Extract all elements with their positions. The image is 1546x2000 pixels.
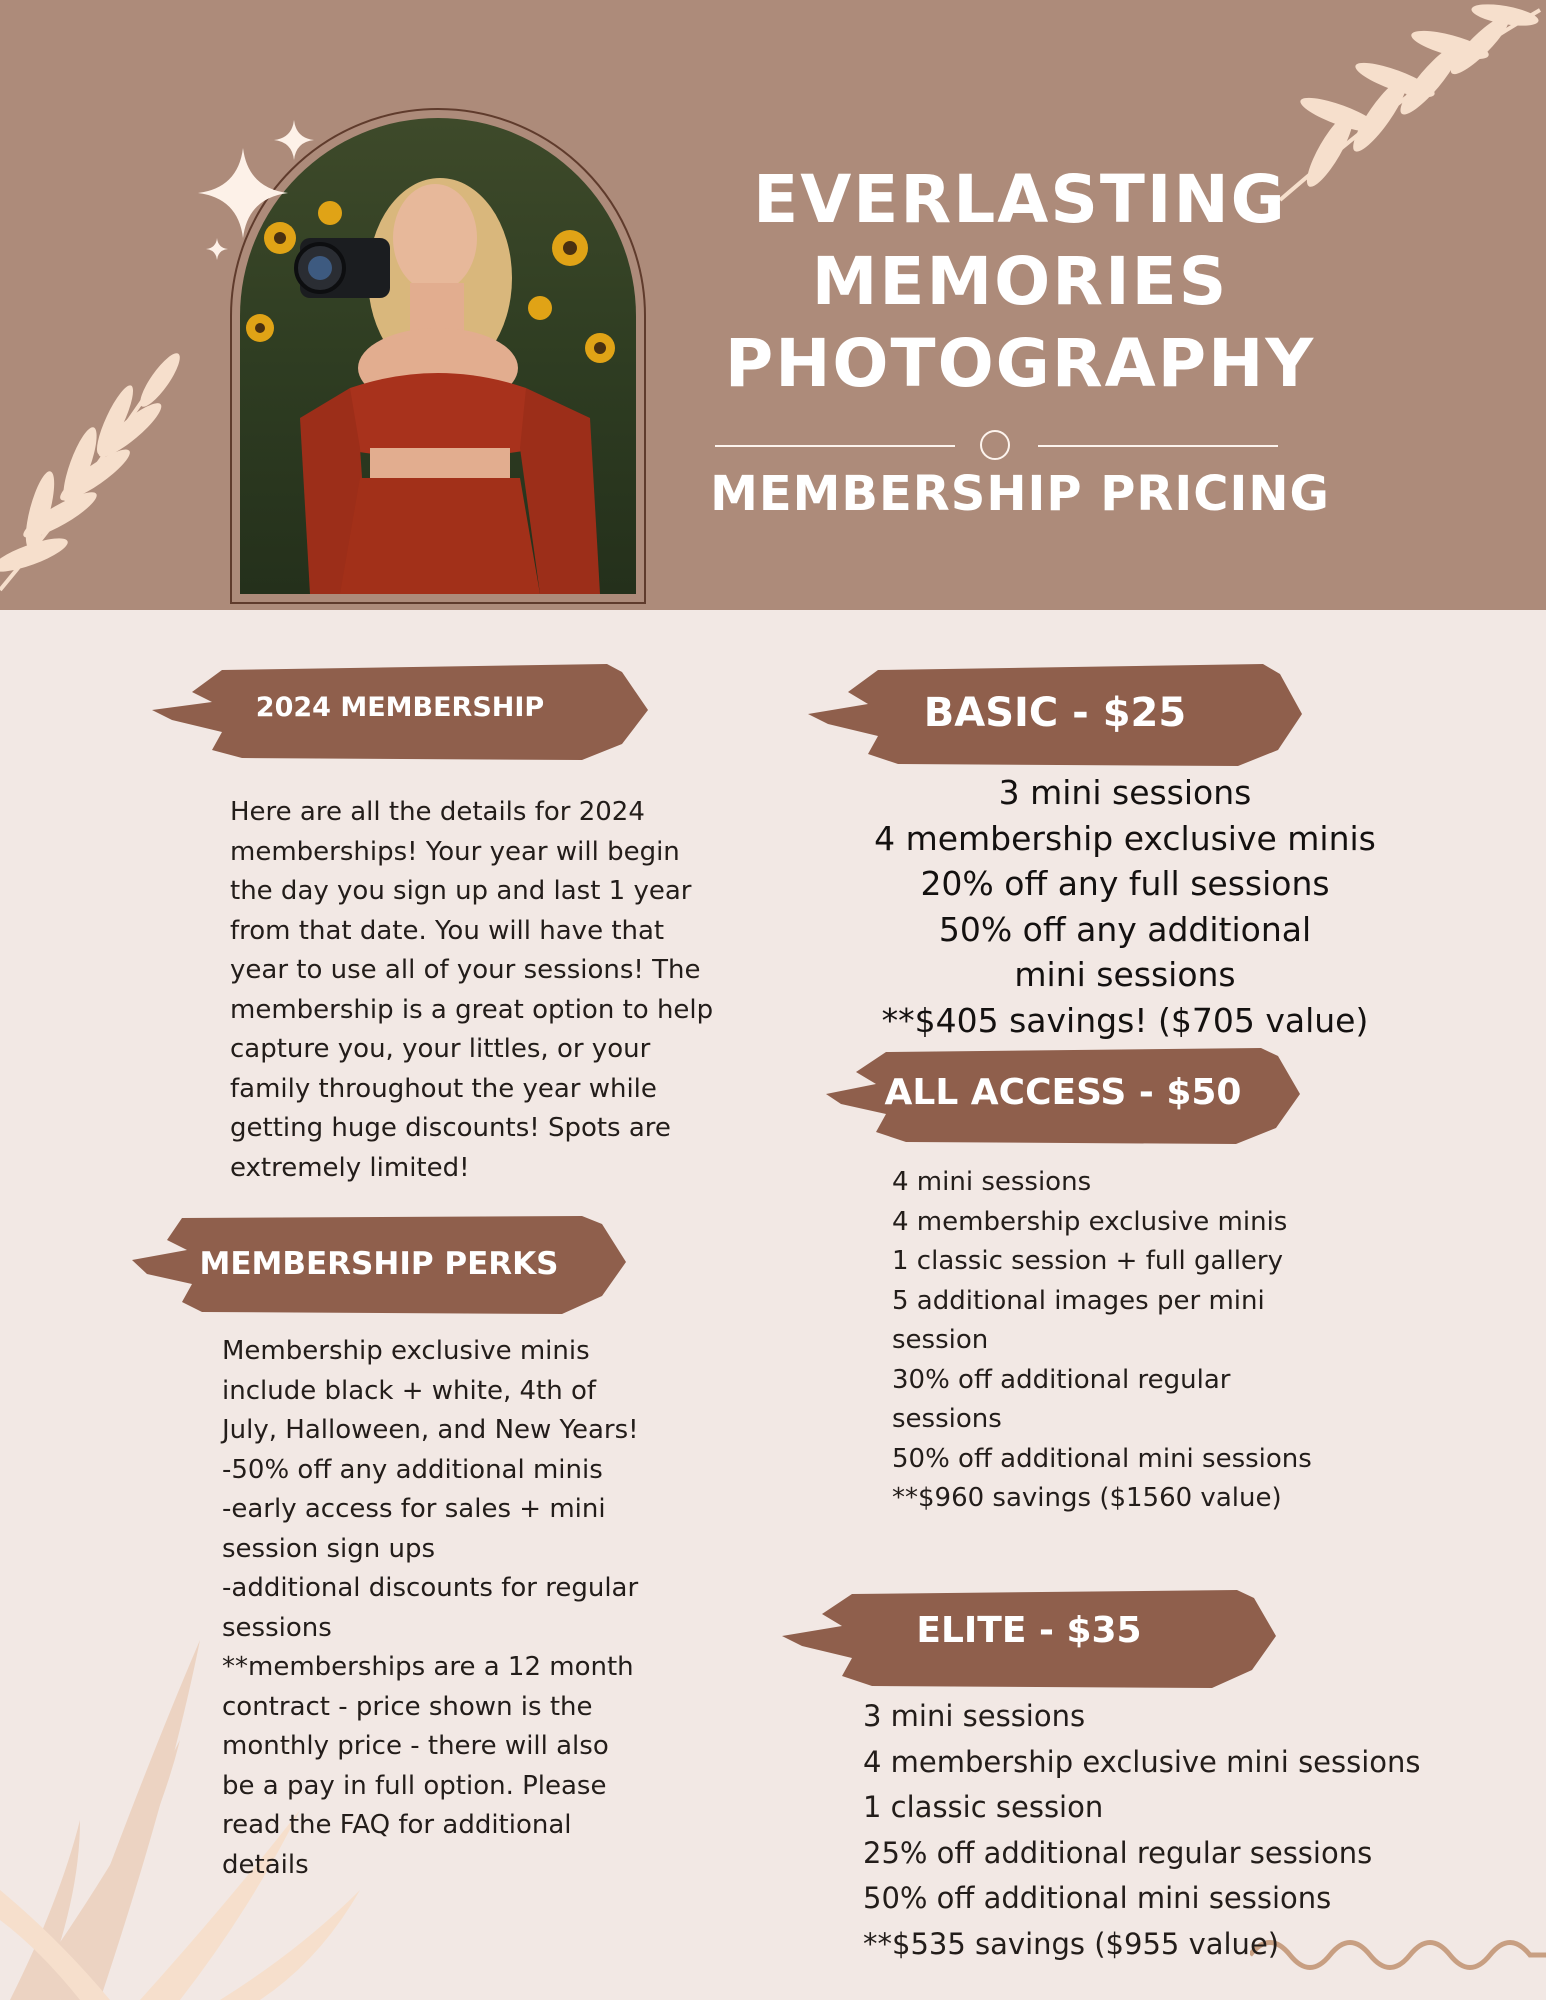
basic-feature: 4 membership exclusive minis — [874, 818, 1376, 858]
perks-heading: MEMBERSHIP PERKS — [199, 1246, 559, 1282]
perks-line: -early access for sales + mini session sign ups — [222, 1494, 606, 1564]
basic-feature: 3 mini sessions — [998, 773, 1252, 812]
basic-heading: BASIC - $25 — [923, 690, 1187, 736]
divider-line-right — [1038, 445, 1278, 447]
title-line-3: PHOTOGRAPHY — [724, 325, 1316, 402]
all-access-feature: 1 classic session + full gallery — [892, 1246, 1283, 1276]
elite-feature: 50% off additional mini sessions — [863, 1881, 1332, 1915]
sparkle-icon — [274, 120, 314, 160]
perks-list — [222, 1332, 642, 1885]
perks-line: **memberships are a 12 month contract - price shown is the monthly price - there will also be a pay in full option. Please read the FAQ for additional details — [222, 1652, 634, 1880]
leaf-branch-icon — [0, 340, 190, 600]
divider-line-left — [715, 445, 955, 447]
elite-feature: 4 membership exclusive mini sessions — [863, 1744, 1421, 1779]
perks-line: -50% off any additional minis — [222, 1454, 603, 1485]
elite-feature: 25% off additional regular sessions — [863, 1835, 1373, 1870]
elite-feature: **$535 savings ($955 value) — [863, 1926, 1280, 1961]
page-subtitle: MEMBERSHIP PRICING — [710, 466, 1330, 522]
membership-description: Here are all the details for 2024 memberships! Your year will begin the day you sign up and last 1 year from that date. You will have that year to use all of your sessions! The membership is a great option to help capture you, your littles, or your family throughout the year while getting huge discounts! Spots are extremely limited! — [230, 797, 714, 1183]
elite-features-list — [863, 1694, 1423, 1967]
elite-feature: 3 mini sessions — [863, 1699, 1086, 1733]
all-access-heading: ALL ACCESS - $50 — [884, 1072, 1242, 1113]
elite-heading: ELITE - $35 — [916, 1610, 1142, 1651]
all-access-feature: 50% off additional mini sessions — [892, 1443, 1312, 1474]
photographer-photo — [240, 118, 636, 594]
all-access-feature: 4 mini sessions — [892, 1167, 1092, 1197]
perks-line: Membership exclusive minis include black + white, 4th of July, Halloween, and New Years! — [222, 1336, 639, 1445]
all-access-features-list — [892, 1163, 1312, 1519]
perks-heading-banner — [132, 1210, 626, 1316]
all-access-heading-banner — [826, 1044, 1300, 1148]
title-line-2: MEMORIES — [811, 243, 1229, 320]
basic-feature: 20% off any full sessions — [920, 864, 1330, 903]
elite-heading-banner — [782, 1584, 1276, 1690]
basic-heading-banner — [808, 660, 1302, 770]
all-access-feature: 5 additional images per mini session — [892, 1285, 1265, 1355]
elite-feature: 1 classic session — [863, 1790, 1104, 1824]
all-access-feature: 4 membership exclusive minis — [892, 1206, 1288, 1237]
membership-heading: 2024 MEMBERSHIP — [255, 692, 545, 723]
sparkle-icon — [198, 148, 288, 238]
basic-feature: 50% off any additional mini sessions — [938, 909, 1312, 994]
divider-circle-icon — [980, 430, 1010, 460]
sparkle-icon — [206, 238, 228, 260]
all-access-feature: **$960 savings ($1560 value) — [892, 1483, 1282, 1513]
all-access-feature: 30% off additional regular sessions — [892, 1364, 1231, 1434]
basic-features-list — [850, 770, 1400, 1043]
basic-feature: **$405 savings! ($705 value) — [881, 1000, 1369, 1040]
membership-heading-banner — [152, 662, 648, 762]
title-line-1: EVERLASTING — [753, 161, 1287, 238]
perks-line: -additional discounts for regular sessions — [222, 1573, 639, 1643]
